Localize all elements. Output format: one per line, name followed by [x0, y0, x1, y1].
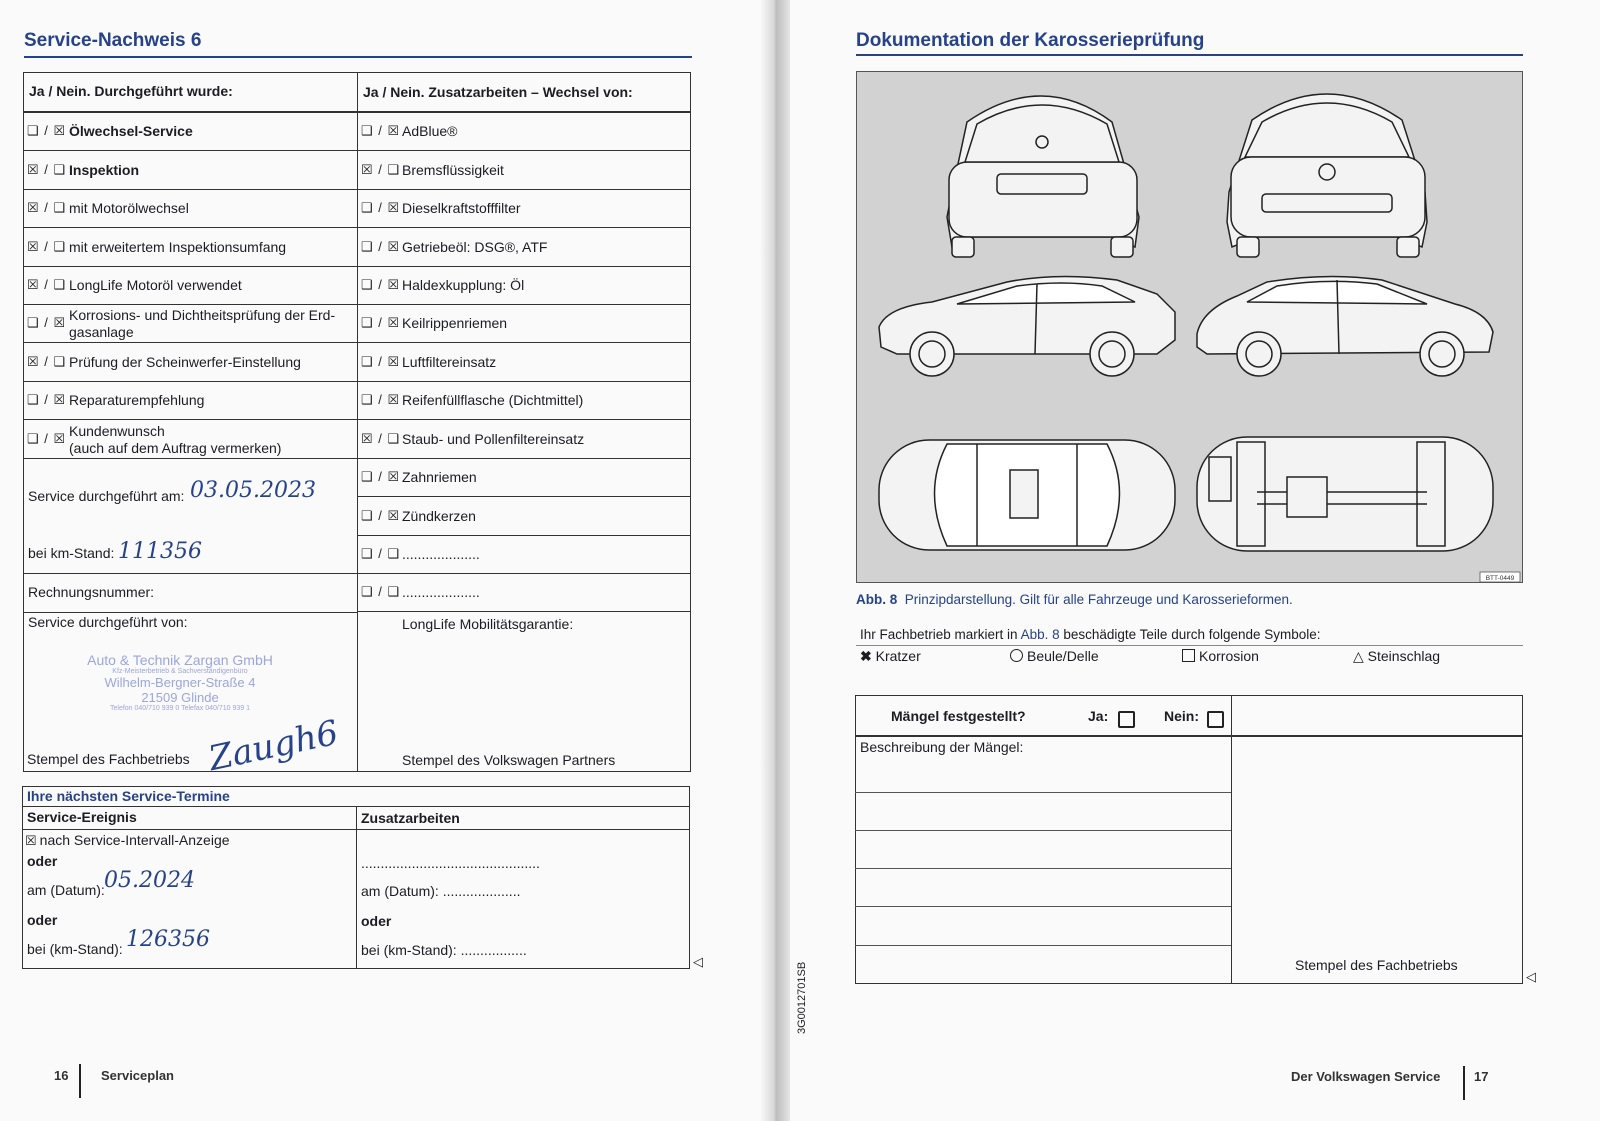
- table-row: [357, 536, 691, 574]
- table-rule: [23, 573, 357, 574]
- car-side-view-right: [1197, 276, 1493, 376]
- description-line: [855, 868, 1231, 869]
- next-km-label: bei (km-Stand):: [27, 941, 123, 957]
- footer-rule: [1463, 1066, 1465, 1100]
- checkbox-pair[interactable]: ❑ / ☒: [361, 238, 401, 254]
- table-row: [23, 228, 357, 267]
- row-label-line: mit Motorölwechsel: [69, 200, 189, 216]
- extra-date-dots: ....................: [442, 883, 521, 899]
- title-rule: [24, 56, 692, 58]
- checkbox-pair[interactable]: ❑ / ☒: [361, 200, 401, 215]
- defects-description-label: Beschreibung der Mängel:: [860, 739, 1024, 755]
- figure-caption: [856, 591, 1293, 608]
- row-label: [69, 354, 301, 371]
- car-underbody-view: [1197, 437, 1493, 551]
- km-value: 111356: [118, 539, 202, 564]
- row-label-line: Ölwechsel-Service: [69, 123, 193, 139]
- table-row: [357, 574, 691, 612]
- next-date-value: 05.2024: [104, 868, 195, 893]
- symbol-dent: [1010, 648, 1099, 665]
- row-label-line: (auch auf dem Auftrag vermerken): [69, 439, 282, 456]
- symbol-stonechip-label: Steinschlag: [1367, 648, 1441, 664]
- checkbox-pair[interactable]: ❑ / ☒: [27, 315, 67, 330]
- row-label: Haldexkupplung: Öl: [402, 277, 525, 293]
- square-icon: [1182, 649, 1195, 662]
- symbol-dent-label: Beule/Delle: [1027, 648, 1099, 664]
- row-label: Bremsflüssigkeit: [402, 161, 504, 178]
- nein-checkbox[interactable]: [1207, 711, 1224, 728]
- table-row: [357, 228, 691, 267]
- checkbox-pair[interactable]: ❑ / ❑: [361, 546, 401, 561]
- extra-km-label: bei (km-Stand):: [361, 942, 457, 958]
- row-label: ....................: [402, 584, 480, 600]
- row-label: [69, 239, 286, 256]
- checkbox-pair[interactable]: ☒ / ❑: [361, 430, 401, 446]
- checkbox-pair[interactable]: ☒ / ❑: [361, 161, 401, 177]
- symbol-corrosion-label: Korrosion: [1199, 648, 1259, 664]
- checkbox-pair[interactable]: ☒ / ❑: [27, 238, 67, 254]
- checkbox-pair[interactable]: ❑ / ☒: [361, 353, 401, 369]
- table-row: [357, 151, 691, 190]
- left-page: [0, 0, 760, 1121]
- table-row: [23, 420, 357, 459]
- extra-date: [361, 883, 520, 900]
- description-line: [855, 792, 1231, 793]
- marks-intro-b: beschädigte Teile durch folgende Symbole:: [1059, 627, 1321, 642]
- continue-arrow: ◁: [693, 954, 703, 969]
- table-row: [23, 267, 357, 305]
- checkbox-pair[interactable]: ❑ / ☒: [361, 392, 401, 407]
- next-title: Ihre nächsten Service-Termine: [27, 788, 230, 804]
- table-row: [357, 459, 691, 497]
- table-rule: [23, 612, 357, 613]
- extra-km: [361, 942, 527, 959]
- caption-text: Prinzipdarstellung. Gilt für alle Fahrzeuge und Karosserieformen.: [904, 592, 1293, 607]
- checkbox-pair[interactable]: ❑ / ☒: [361, 469, 401, 484]
- checkbox-pair[interactable]: ❑ / ☒: [27, 392, 67, 407]
- row-label-line: mit erweitertem Inspektionsumfang: [69, 238, 287, 255]
- title-rule: [856, 54, 1523, 56]
- marks-intro: [860, 626, 1321, 643]
- table-row: [357, 382, 691, 420]
- symbol-stonechip: [1353, 648, 1440, 665]
- row-label: [69, 423, 281, 457]
- row-label-line: Korrosions- und Dichtheitsprüfung der Erd-: [69, 307, 336, 323]
- checkbox-pair[interactable]: ☒ / ❑: [27, 353, 67, 369]
- km-label: bei km-Stand:: [28, 545, 115, 561]
- row-label-line: gasanlage: [69, 324, 134, 340]
- table-row: [23, 382, 357, 420]
- footer-label: Serviceplan: [101, 1068, 174, 1083]
- stamp-vw-label: Stempel des Volkswagen Partners: [402, 752, 616, 768]
- table-row: [357, 420, 691, 459]
- stamp-line: Auto & Technik Zargan GmbH: [87, 652, 273, 668]
- stamp-line: Wilhelm-Bergner-Straße 4: [104, 675, 256, 690]
- row-label: Zündkerzen: [402, 507, 476, 524]
- checkbox-pair[interactable]: ❑ / ☒: [361, 315, 401, 330]
- next-divider: [356, 806, 357, 969]
- page-number: 17: [1474, 1069, 1489, 1084]
- side-code: 3G0012701SB: [796, 961, 808, 1034]
- extra-km-dots: .................: [460, 942, 527, 958]
- row-label: Keilrippenriemen: [402, 315, 508, 331]
- row-label: [69, 123, 193, 140]
- symbol-corrosion: [1182, 648, 1259, 665]
- car-diagram: [856, 71, 1523, 583]
- table-row: [23, 113, 357, 151]
- row-label: [69, 277, 242, 294]
- next-col1-header: Service-Ereignis: [27, 809, 137, 825]
- table-row: [23, 343, 357, 382]
- extra-date-label: am (Datum):: [361, 883, 439, 899]
- car-top-view: [879, 440, 1175, 550]
- footer-label: Der Volkswagen Service: [1291, 1069, 1441, 1084]
- description-line: [855, 945, 1231, 946]
- description-line: [855, 906, 1231, 907]
- row-label: Staub- und Pollenfiltereinsatz: [402, 430, 585, 447]
- figure-code: BTT-0449: [1485, 575, 1515, 582]
- stamp-line: Kfz-Meisterbetrieb & Sachverständigenbüro: [112, 668, 248, 675]
- row-label: Dieselkraftstofffilter: [402, 200, 521, 216]
- stamp-line: Telefon 040/710 939 0 Telefax 040/710 939 1: [110, 705, 250, 712]
- dealer-stamp: [60, 652, 300, 712]
- signature: Zaugh6: [205, 712, 342, 780]
- description-line: [855, 830, 1231, 831]
- row-label: AdBlue®: [402, 123, 458, 139]
- nein-label: Nein:: [1164, 708, 1199, 724]
- table-row: [357, 113, 691, 151]
- car-rear-view: [947, 96, 1139, 257]
- row-label: Luftfiltereinsatz: [402, 353, 497, 370]
- checkbox-pair[interactable]: ☒ / ❑: [27, 161, 67, 177]
- table-row: [357, 343, 691, 382]
- marks-intro-a: Ihr Fachbetrieb markiert in: [860, 627, 1021, 642]
- table-row: [357, 267, 691, 305]
- service-date-label: Service durchgeführt am:: [28, 488, 185, 504]
- left-page-title: Service-Nachweis 6: [24, 30, 202, 51]
- checkbox-pair[interactable]: ☒ / ❑: [27, 277, 67, 292]
- table-row: [23, 305, 357, 343]
- performed-by-label: Service durchgeführt von:: [28, 614, 188, 630]
- defects-question: Mängel festgestellt?: [891, 708, 1026, 724]
- table-row: [357, 190, 691, 228]
- circle-icon: [1010, 649, 1023, 662]
- checkbox-pair[interactable]: ☒ / ❑: [27, 200, 67, 215]
- book-gutter: [760, 0, 790, 1121]
- continue-arrow: ◁: [1526, 969, 1536, 984]
- car-front-view: [1227, 94, 1427, 257]
- row-label-line: Prüfung der Scheinwerfer-Einstellung: [69, 353, 301, 370]
- car-views-svg: [857, 72, 1524, 584]
- table-row: [357, 305, 691, 343]
- checkbox-pair[interactable]: ❑ / ☒: [361, 507, 401, 523]
- cross-icon: ✖: [860, 648, 872, 664]
- next-interval-label: nach Service-Intervall-Anzeige: [39, 832, 230, 848]
- ja-label: Ja:: [1088, 708, 1109, 724]
- next-col2-header: Zusatzarbeiten: [361, 810, 460, 826]
- checkbox-pair[interactable]: ❑ / ❑: [361, 584, 401, 599]
- next-km-value: 126356: [126, 927, 210, 952]
- row-label: Getriebeöl: DSG®, ATF: [402, 238, 548, 255]
- checkbox-pair[interactable]: ❑ / ☒: [361, 123, 401, 138]
- row-label: [69, 307, 335, 341]
- defects-header-rule: [855, 735, 1523, 737]
- right-page-title: Dokumentation der Karosserieprüfung: [856, 30, 1205, 51]
- row-label: [69, 162, 139, 179]
- marks-rule: [856, 645, 1523, 646]
- symbol-scratch-label: Kratzer: [875, 648, 921, 664]
- stamp-dealer-label: Stempel des Fachbetriebs: [1295, 957, 1458, 973]
- checkbox-pair[interactable]: ❑ / ☒: [361, 277, 401, 292]
- oder-label: oder: [361, 913, 392, 929]
- row-label: ....................: [402, 546, 480, 562]
- row-label: [69, 200, 189, 217]
- row-label: Reifenfüllflasche (Dichtmittel): [402, 392, 584, 408]
- stamp-line: 21509 Glinde: [141, 690, 219, 705]
- next-interval: [25, 832, 230, 849]
- checkbox-checked[interactable]: ☒: [25, 833, 38, 848]
- oder-label: oder: [27, 853, 58, 869]
- next-date-label: am (Datum):: [27, 882, 105, 898]
- caption-label: Abb. 8: [856, 592, 898, 607]
- ja-checkbox[interactable]: [1118, 711, 1135, 728]
- row-label-line: LongLife Motoröl verwendet: [69, 277, 242, 293]
- triangle-icon: △: [1353, 648, 1364, 664]
- footer-rule: [79, 1064, 81, 1098]
- table-row: [23, 151, 357, 190]
- col1-header: Ja / Nein. Durchgeführt wurde:: [29, 83, 233, 99]
- table-row: [23, 190, 357, 228]
- invoice-label: Rechnungsnummer:: [28, 584, 155, 600]
- row-label-line: Kundenwunsch: [69, 422, 165, 439]
- oder-label: oder: [27, 912, 58, 928]
- row-label-line: Reparaturempfehlung: [69, 392, 205, 408]
- symbol-scratch: [860, 648, 921, 665]
- table-row: [357, 497, 691, 536]
- checkbox-pair[interactable]: ❑ / ☒: [27, 430, 67, 446]
- defects-divider: [1231, 695, 1232, 984]
- right-page: [790, 0, 1600, 1121]
- row-label-line: Inspektion: [69, 161, 140, 178]
- checkbox-pair[interactable]: ❑ / ☒: [27, 123, 67, 138]
- service-date-value: 03.05.2023: [190, 478, 316, 503]
- page-number: 16: [54, 1068, 69, 1083]
- stamp-dealer-label: Stempel des Fachbetriebs: [27, 751, 190, 767]
- extra-dots: ..............................................: [361, 855, 540, 871]
- row-label: Zahnriemen: [402, 469, 477, 485]
- col2-header: Ja / Nein. Zusatzarbeiten – Wechsel von:: [363, 84, 633, 100]
- marks-intro-ref: Abb. 8: [1020, 627, 1060, 642]
- row-label: [69, 392, 204, 409]
- car-side-view-left: [879, 276, 1175, 376]
- longlife-label: LongLife Mobilitätsgarantie:: [402, 616, 574, 632]
